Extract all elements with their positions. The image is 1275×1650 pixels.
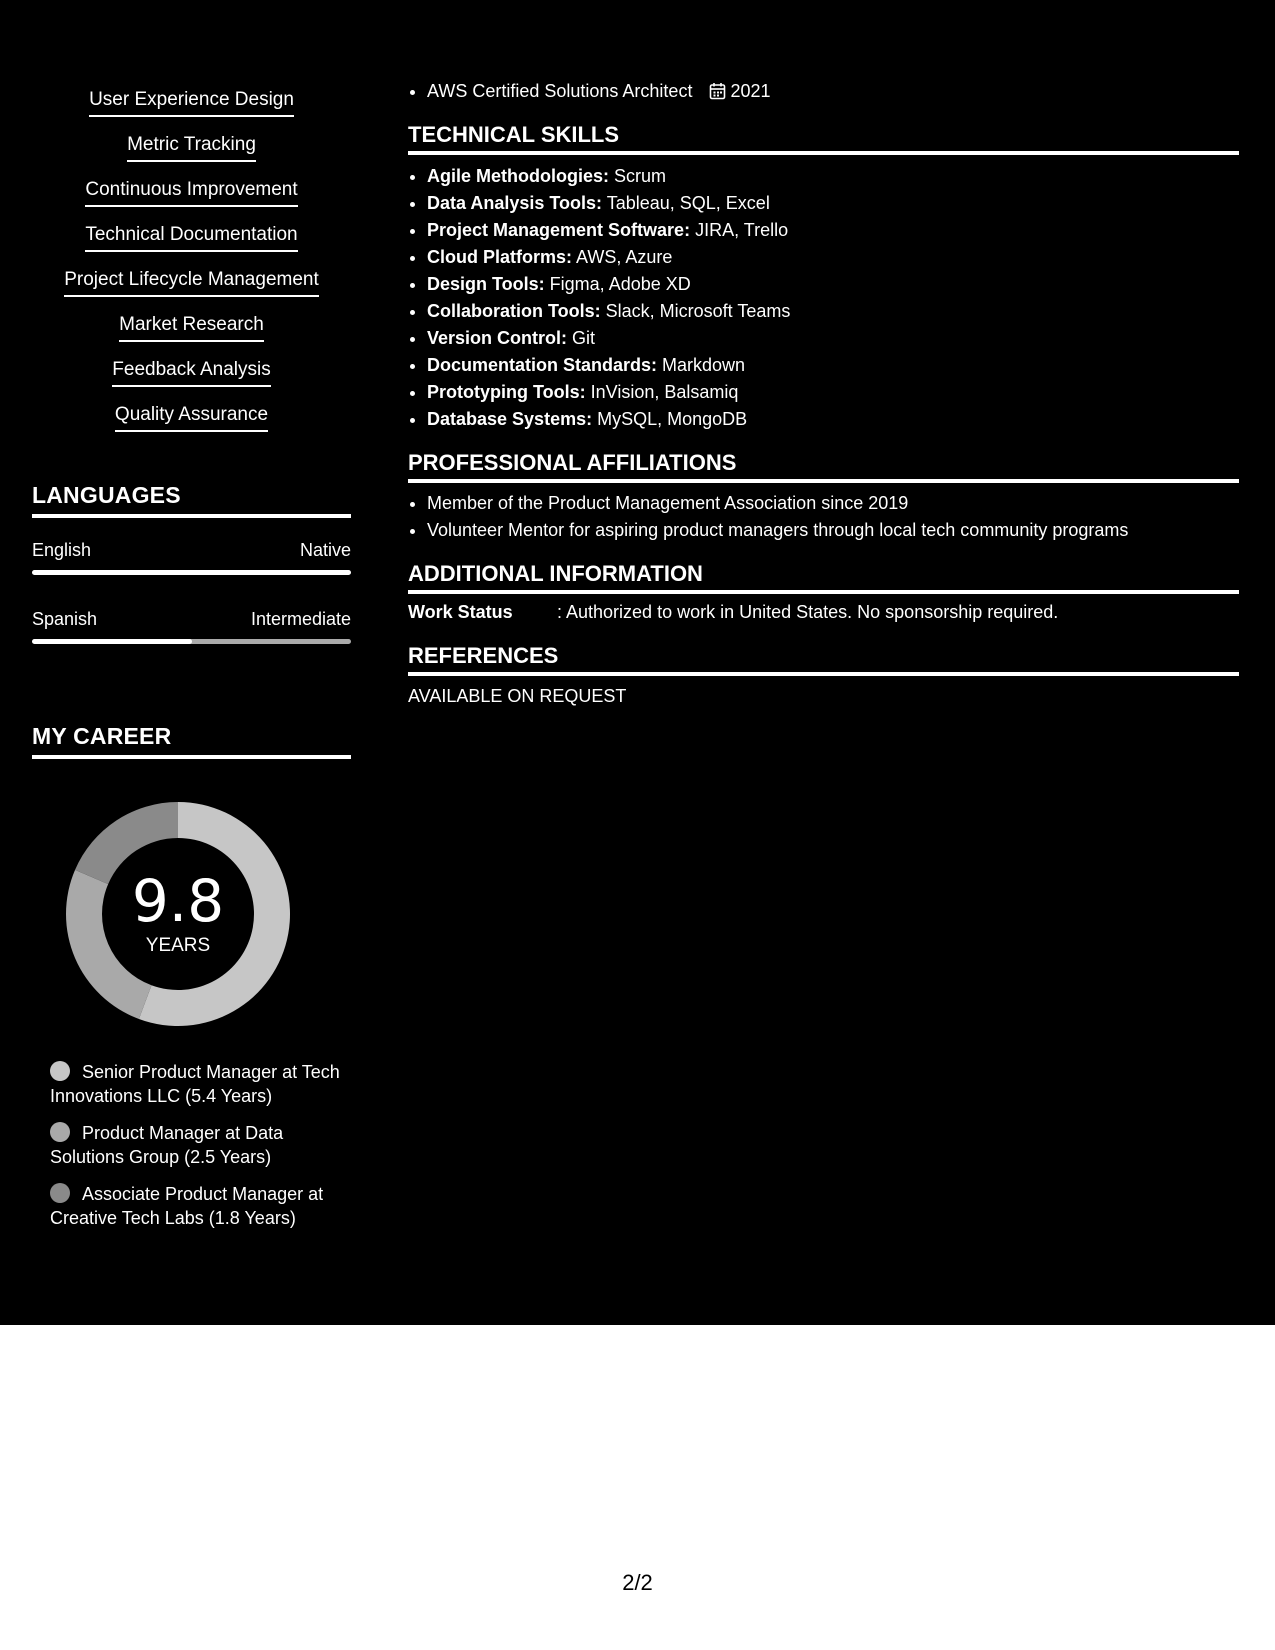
tech-skill-item — [427, 298, 1258, 325]
tech-skill-item — [427, 244, 1258, 271]
tech-skill-value: AWS, Azure — [572, 247, 673, 267]
career-legend-label: Senior Product Manager at Tech Innovations LLC (5.4 Years) — [50, 1062, 340, 1106]
affiliations-list — [408, 490, 1258, 544]
calendar-icon — [709, 81, 726, 108]
page-number: 2/2 — [622, 1570, 653, 1595]
career-legend-item — [50, 1060, 340, 1108]
tech-skill-value: MySQL, MongoDB — [592, 409, 748, 429]
career-legend-label: Associate Product Manager at Creative Tech Labs (1.8 Years) — [50, 1184, 324, 1228]
tech-skill-value: Figma, Adobe XD — [544, 274, 691, 294]
tech-skill-label: Cloud Platforms: — [427, 247, 573, 267]
work-status-value: : Authorized to work in United States. No sponsorship required. — [557, 602, 1059, 622]
references-text: AVAILABLE ON REQUEST — [408, 686, 627, 706]
technical-skills-heading: TECHNICAL SKILLS — [408, 122, 1239, 155]
tech-skill-label: Prototyping Tools: — [427, 382, 586, 402]
tech-skill-label: Design Tools: — [427, 274, 545, 294]
affiliation-item: • Member of the Product Management Association since 2019 — [427, 490, 1258, 517]
language-bar-spanish — [32, 639, 351, 644]
skill-tag-label: Market Research — [119, 313, 264, 342]
legend-dot — [50, 1122, 70, 1142]
certification-item — [427, 78, 1258, 108]
affiliation-item: • Volunteer Mentor for aspiring product managers through local tech community programs — [427, 517, 1258, 544]
skill-tag — [32, 133, 351, 162]
tech-skill-value: Scrum — [609, 166, 667, 186]
tech-skill-item — [427, 379, 1258, 406]
tech-skill-value: Markdown — [657, 355, 746, 375]
language-bar-english — [32, 570, 351, 575]
career-legend-label: Product Manager at Data Solutions Group (2.5 Years) — [50, 1123, 284, 1167]
tech-skill-value: Git — [567, 328, 596, 348]
skill-tag-label: Continuous Improvement — [85, 178, 297, 207]
work-status-row — [408, 602, 1058, 623]
tech-skill-label: Version Control: — [427, 328, 568, 348]
certification-name: AWS Certified Solutions Architect — [427, 81, 693, 101]
tech-skill-item — [427, 406, 1258, 433]
skill-tag-label: Feedback Analysis — [112, 358, 270, 387]
affiliations-heading: PROFESSIONAL AFFILIATIONS — [408, 450, 1239, 483]
skill-tag — [32, 403, 351, 432]
certification-list — [408, 78, 1258, 108]
tech-skill-value: Tableau, SQL, Excel — [602, 193, 770, 213]
legend-dot — [50, 1061, 70, 1081]
skill-tag-label: User Experience Design — [89, 88, 294, 117]
skill-tag-label: Quality Assurance — [115, 403, 268, 432]
skill-tag-label: Technical Documentation — [85, 223, 297, 252]
donut-center — [66, 802, 290, 1026]
skill-tag — [32, 358, 351, 387]
career-heading: MY CAREER — [32, 723, 351, 759]
tech-skill-item — [427, 352, 1258, 379]
skill-tag — [32, 223, 351, 252]
tech-skill-item — [427, 271, 1258, 298]
tech-skill-item — [427, 217, 1258, 244]
career-legend-item — [50, 1121, 340, 1169]
tech-skill-value: InVision, Balsamiq — [585, 382, 739, 402]
references-heading: REFERENCES — [408, 643, 1239, 676]
tech-skill-label: Database Systems: — [427, 409, 593, 429]
language-bar-fill — [32, 639, 192, 644]
skill-tag — [32, 88, 351, 117]
skill-tag — [32, 313, 351, 342]
skill-tag-label: Project Lifecycle Management — [64, 268, 319, 297]
skill-tag-label: Metric Tracking — [127, 133, 256, 162]
language-name: English — [32, 540, 92, 560]
career-donut-chart — [66, 802, 290, 1026]
language-name: Spanish — [32, 609, 98, 629]
language-row-spanish — [32, 609, 351, 630]
tech-skill-label: Documentation Standards: — [427, 355, 658, 375]
legend-dot — [50, 1183, 70, 1203]
technical-skills-list — [408, 163, 1258, 433]
language-bar-fill — [32, 570, 351, 575]
career-total-value: 9.8 — [131, 867, 225, 935]
language-level: Intermediate — [250, 609, 351, 629]
tech-skill-value: JIRA, Trello — [690, 220, 789, 240]
language-row-english — [32, 540, 351, 561]
tech-skill-item — [427, 190, 1258, 217]
languages-heading: LANGUAGES — [32, 482, 351, 518]
tech-skill-item — [427, 325, 1258, 352]
tech-skill-label: Data Analysis Tools: — [427, 193, 603, 213]
tech-skill-label: Collaboration Tools: — [427, 301, 601, 321]
tech-skill-item — [427, 163, 1258, 190]
tech-skill-label: Agile Methodologies: — [427, 166, 609, 186]
tech-skill-label: Project Management Software: — [427, 220, 691, 240]
career-legend-item — [50, 1182, 340, 1230]
skill-tag — [32, 178, 351, 207]
tech-skill-value: Slack, Microsoft Teams — [600, 301, 791, 321]
certification-year: 2021 — [730, 81, 771, 101]
skill-tag — [32, 268, 351, 297]
language-level: Native — [299, 540, 351, 560]
additional-info-heading: ADDITIONAL INFORMATION — [408, 561, 1239, 594]
work-status-label: Work Status — [408, 602, 513, 622]
career-total-unit: YEARS — [145, 935, 211, 956]
